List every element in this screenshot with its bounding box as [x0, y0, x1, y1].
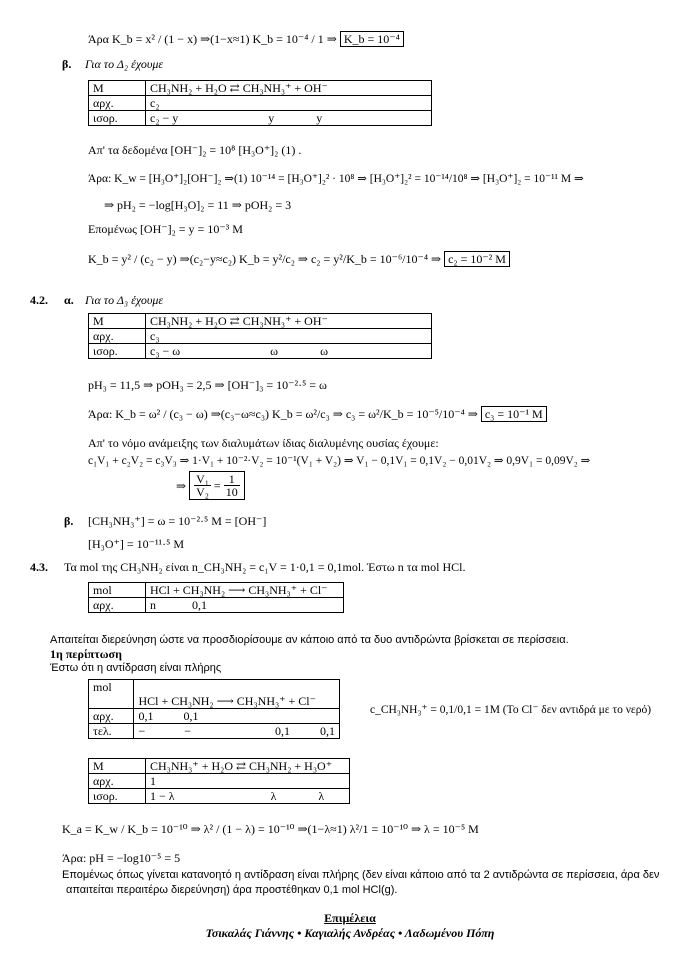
- oh-concentration-line: Επομένως [OH⁻]₂ = y = 10⁻³ M: [88, 222, 243, 236]
- part-beta-label: β.: [62, 57, 72, 71]
- ratio-denominator: V₂: [196, 485, 209, 499]
- table-cell: c₃ − ω ω ω: [146, 344, 432, 359]
- table-cell: M: [89, 759, 146, 774]
- mixing-law-derivation: c₁V₁ + c₂V₂ = c₃V₃ ⇒ 1·V₁ + 10⁻²·V₂ = 10⁻¹(V₁ + V₂) ⇒ V₁ − 0,1V₁ = 0,1V₂ − 0,01V₂ ⇒ 0,9V₁ = 0,09V₂ ⇒: [88, 455, 591, 467]
- ka-derivation-line: K_a = K_w / K_b = 10⁻¹⁰ ⇒ λ² / (1 − λ) = 10⁻¹⁰ ⇒(1−λ≈1) λ²/1 = 10⁻¹⁰ ⇒ λ = 10⁻⁵ M: [62, 822, 479, 836]
- investigation-note: Απαιτείται διερεύνηση ώστε να προσδιορίσουμε αν κάποιο από τα δυο αντιδρώντα βρίσκεται σε περίσσεια.: [50, 634, 569, 646]
- table-cell: c₂ − y y y: [146, 111, 432, 126]
- table-cell: CH₃NH₂ + H₂O ⇄ CH₃NH₃⁺ + OH⁻: [146, 314, 432, 329]
- table-cell: HCl + CH₃NH₂ ⟶ CH₃NH₃⁺ + Cl⁻: [134, 680, 340, 709]
- part-beta-label-4-2: β.: [64, 514, 74, 528]
- kb-derivation-text: Άρα K_b = x² / (1 − x) ⇒(1−x≈1) K_b = 10⁻⁴ / 1 ⇒: [88, 32, 337, 46]
- footer-authors: Τσικαλάς Γιάννης • Καγιαλής Ανδρέας • Λαδωμένου Πόπη: [205, 926, 495, 940]
- table-cell: mol: [89, 680, 134, 709]
- c3-result-box: c₃ = 10⁻¹ M: [481, 406, 547, 422]
- h3o-concentration-line: [H₃O⁺] = 10⁻¹¹·⁵ M: [88, 537, 184, 551]
- ion-concentration-line: [CH₃NH₃⁺] = ω = 10⁻²·⁵ M = [OH⁻]: [88, 514, 267, 528]
- table-cell: mol: [89, 583, 146, 598]
- mixing-law-intro: Απ' το νόμο ανάμειξης των διαλυμάτων ίδιας διαλυμένης ουσίας έχουμε:: [88, 436, 439, 450]
- table-row: [89, 709, 340, 724]
- table-row: [89, 789, 350, 804]
- footer-title: Επιμέλεια: [324, 911, 376, 925]
- conclusion-line-1: Επομένως όπως γίνεται κατανοητό η αντίδραση είναι πλήρης (δεν είναι κάποιο από τα 2 αντιδρώντα σε περίσσεια, άρα δεν: [62, 869, 660, 881]
- table-cell: c₂: [146, 96, 432, 111]
- table-row: [89, 583, 344, 598]
- volume-ratio-line: [176, 471, 245, 500]
- table-row: [89, 680, 340, 709]
- table-cell: − − 0,1 0,1: [134, 724, 340, 739]
- ratio-fraction-left: [194, 473, 211, 498]
- table-cell: c₃: [146, 329, 432, 344]
- table-row: [89, 314, 432, 329]
- hydrolysis-table: [88, 758, 350, 804]
- table-cell: αρχ.: [89, 709, 134, 724]
- table-cell: ισορ.: [89, 344, 146, 359]
- case-assumption: Έστω ότι η αντίδραση είναι πλήρης: [50, 662, 222, 674]
- given-relation: Απ' τα δεδομένα [OH⁻]₂ = 10⁸ [H₃O⁺]₂ (1) .: [88, 143, 302, 157]
- volume-ratio-box: [189, 471, 245, 500]
- section-number-4-3: 4.3.: [30, 560, 48, 574]
- table-row: [89, 81, 432, 96]
- table-cell: M: [89, 314, 146, 329]
- kb-derivation-line: [88, 32, 404, 47]
- table-cell: ισορ.: [89, 789, 146, 804]
- table-cell: αρχ.: [89, 598, 146, 613]
- ratio-fraction-right: [224, 473, 240, 498]
- kb-result-box: K_b = 10⁻⁴: [340, 31, 404, 47]
- table-row: [89, 598, 344, 613]
- table-cell: 0,1 0,1: [134, 709, 340, 724]
- table-row: [89, 96, 432, 111]
- section-number-4-2: 4.2.: [30, 293, 48, 307]
- table-cell: αρχ.: [89, 96, 146, 111]
- table-cell: CH₃NH₂ + H₂O ⇄ CH₃NH₃⁺ + OH⁻: [146, 81, 432, 96]
- table-row: [89, 111, 432, 126]
- table-cell: αρχ.: [89, 774, 146, 789]
- kb2-derivation-text: K_b = y² / (c₂ − y) ⇒(c₂−y≈c₂) K_b = y²/c₂ ⇒ c₂ = y²/K_b = 10⁻⁶/10⁻⁴ ⇒: [88, 252, 442, 266]
- table-cell: M: [89, 81, 146, 96]
- kb3-derivation-text: Άρα: K_b = ω² / (c₃ − ω) ⇒(c₃−ω≈c₃) K_b = ω²/c₃ ⇒ c₃ = ω²/K_b = 10⁻⁵/10⁻⁴ ⇒: [88, 407, 478, 421]
- table-cell: τελ.: [89, 724, 134, 739]
- ph3-derivation-line: pH₃ = 11,5 ⇒ pOH₃ = 2,5 ⇒ [OH⁻]₃ = 10⁻²·⁵ = ω: [88, 378, 327, 392]
- table-row: [89, 774, 350, 789]
- ph-derivation-line: ⇒ pH₂ = −log[H₃O]₂ = 11 ⇒ pOH₂ = 3: [104, 198, 292, 212]
- table-cell: n 0,1: [146, 598, 344, 613]
- table-cell: 1 − λ λ λ: [146, 789, 350, 804]
- table-row: [89, 759, 350, 774]
- equals-sign: =: [213, 478, 221, 493]
- table-cell: 1: [146, 774, 350, 789]
- table-cell: HCl + CH₃NH₂ ⟶ CH₃NH₃⁺ + Cl⁻: [146, 583, 344, 598]
- case-heading: 1η περίπτωση: [50, 647, 122, 661]
- ph-result-line: Άρα: pH = −log10⁻⁵ = 5: [62, 851, 181, 865]
- implies-arrow: ⇒: [176, 478, 187, 493]
- ratio-value-numerator: 1: [224, 473, 240, 486]
- reaction-table-initial: [88, 582, 344, 613]
- part-alpha-label: α.: [64, 293, 74, 307]
- kw-derivation-line: Άρα: K_w = [H₃O⁺]₂[OH⁻]₂ ⇒(1) 10⁻¹⁴ = [H₃O⁺]₂² · 10⁸ ⇒ [H₃O⁺]₂² = 10⁻¹⁴/10⁸ ⇒ [H₃O⁺]₂ = 10⁻¹¹ M ⇒: [88, 173, 584, 185]
- c2-result-box: c₂ = 10⁻² M: [444, 251, 510, 267]
- table-cell: CH₃NH₃⁺ + H₂O ⇄ CH₃NH₂ + H₃O⁺: [146, 759, 350, 774]
- kb3-derivation-line: [88, 407, 547, 422]
- delta2-intro: Για το Δ₂ έχουμε: [85, 57, 164, 71]
- equilibrium-table-delta2: [88, 80, 432, 126]
- conclusion-line-2: απαιτείται περαιτέρω διερεύνηση) άρα προστέθηκαν 0,1 mol HCl(g).: [66, 884, 398, 896]
- table-row: [89, 329, 432, 344]
- reaction-table-complete: [88, 679, 340, 739]
- delta3-intro: Για το Δ₃ έχουμε: [85, 293, 164, 307]
- table-cell: αρχ.: [89, 329, 146, 344]
- table-row: [89, 724, 340, 739]
- concentration-note: c_CH₃NH₃⁺ = 0,1/0,1 = 1M (Το Cl⁻ δεν αντιδρά με το νερό): [370, 704, 652, 716]
- kb2-derivation-line: [88, 252, 510, 267]
- table-cell: ισορ.: [89, 111, 146, 126]
- equilibrium-table-delta3: [88, 313, 432, 359]
- ratio-numerator: V₁: [196, 472, 209, 486]
- ratio-value-denominator: 10: [225, 485, 238, 499]
- moles-intro-line: Τα mol της CH₃NH₂ είναι n_CH₃NH₂ = c₁V = 1·0,1 = 0,1mol. Έστω n τα mol HCl.: [64, 560, 466, 574]
- table-row: [89, 344, 432, 359]
